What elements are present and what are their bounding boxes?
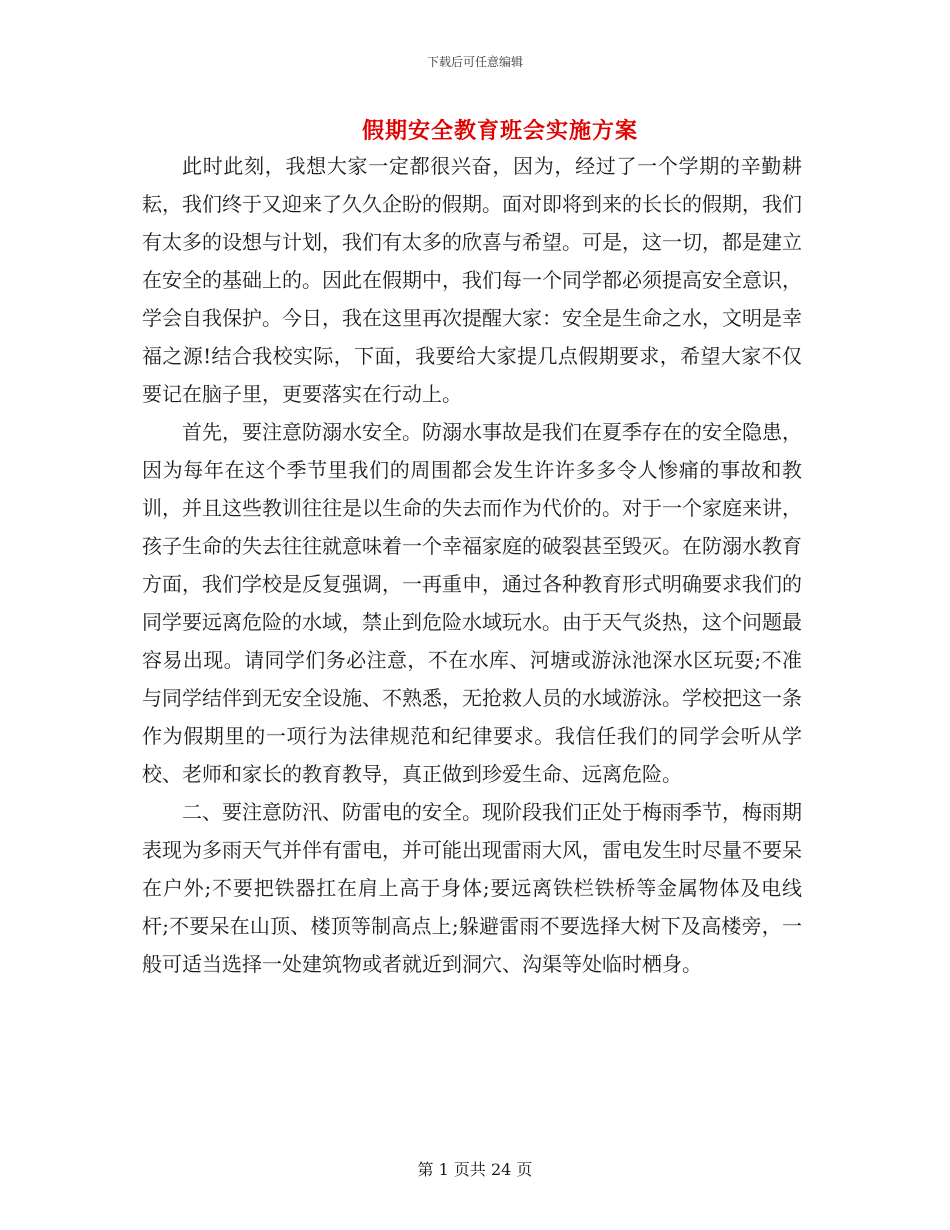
document-title: 假期安全教育班会实施方案 — [361, 118, 638, 144]
page-header: 下载后可任意编辑 — [426, 55, 523, 69]
paragraph-drowning-safety: 首先，要注意防溺水安全。防溺水事故是我们在夏季存在的安全隐患，因为每年在这个季节里我们的周围都会发生许许多多令人惨痛的事故和教训，并且这些教训往往是以生命的失去而作为代价的。对于一个家庭来讲，孩子生命的失去往往就意味着一个幸福家庭的破裂甚至毁灭。在防溺水教育方面，我们学校是反复强调，一再重申，通过各种教育形式明确要求我们的同学要远离危险的水域，禁止到危险水域玩水。由于天气炎热，这个问题最容易出现。请同学们务必注意，不在水库、河塘或游泳池深水区玩耍;不准与同学结伴到无安全设施、不熟悉，无抢救人员的水域游泳。学校把这一条作为假期里的一项行为法律规范和纪律要求。我信任我们的同学会听从学校、老师和家长的教育教导，真正做到珍爱生命、远离危险。 — [142, 420, 802, 786]
document-body — [142, 147, 802, 983]
page-number: 第 1 页共 24 页 — [417, 1160, 533, 1179]
paragraph-intro: 此时此刻，我想大家一定都很兴奋，因为，经过了一个学期的辛勤耕耘，我们终于又迎来了久久企盼的假期。面对即将到来的长长的假期，我们有太多的设想与计划，我们有太多的欣喜与希望。可是，这一切，都是建立在安全的基础上的。因此在假期中，我们每一个同学都必须提高安全意识，学会自我保护。今日，我在这里再次提醒大家：安全是生命之水，文明是幸福之源!结合我校实际，下面，我要给大家提几点假期要求，希望大家不仅要记在脑子里，更要落实在行动上。 — [142, 154, 802, 406]
paragraph-flood-lightning-safety: 二、要注意防汛、防雷电的安全。现阶段我们正处于梅雨季节，梅雨期表现为多雨天气并伴有雷电，并可能出现雷雨大风，雷电发生时尽量不要呆在户外;不要把铁器扛在肩上高于身体;要远离铁栏铁桥等金属物体及电线杆;不要呆在山顶、楼顶等制高点上;躲避雷雨不要选择大树下及高楼旁，一般可适当选择一处建筑物或者就近到洞穴、沟渠等处临时栖身。 — [142, 800, 802, 976]
